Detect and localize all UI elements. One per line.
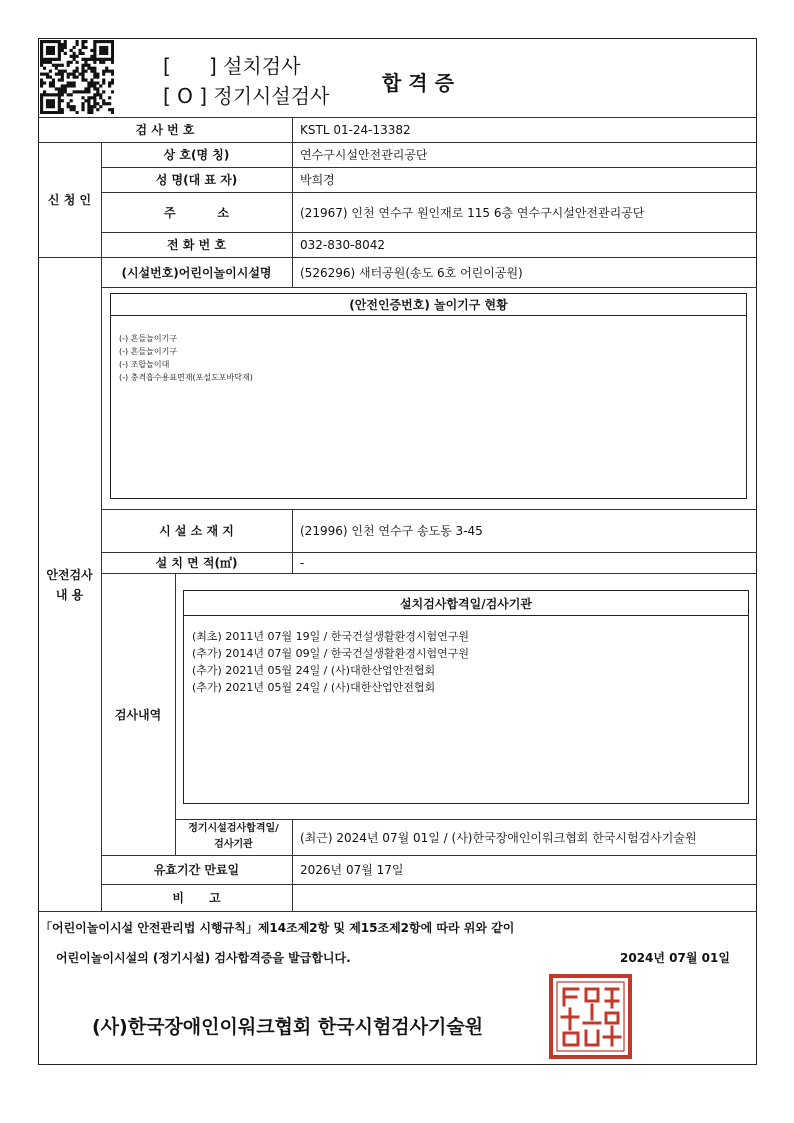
checkbox-periodic-inspection: [ O ] 정기시설검사 [163, 84, 330, 108]
area-value: - [300, 555, 305, 570]
inspection-number-value: KSTL 01-24-13382 [300, 122, 411, 137]
list-item: (추가) 2021년 05월 24일 / (사)대한산업안전협회 [192, 681, 436, 694]
phone-value: 032-830-8042 [300, 237, 386, 252]
checkbox-install-inspection: [ ] 설치검사 [163, 54, 301, 78]
address-label: 주 소 [164, 205, 229, 220]
representative-label: 성 명(대 표 자) [155, 173, 238, 187]
equipment-header: (안전인증번호) 놀이기구 현황 [111, 294, 746, 316]
periodic-label-line2: 검사기관 [214, 839, 253, 850]
equipment-box [110, 293, 747, 499]
facility-name-value: (526296) 새터공원(송도 6호 어린이공원) [300, 265, 523, 280]
phone-label: 전 화 번 호 [167, 238, 226, 252]
area-label: 설 치 면 적(㎡) [155, 556, 238, 570]
facility-name-label: (시설번호)어린이놀이시설명 [121, 265, 272, 280]
list-item: (-) 충격흡수용표면재(포설도포바닥재) [119, 373, 253, 382]
representative-value: 박희경 [300, 173, 335, 187]
remarks-label: 비 고 [172, 891, 221, 905]
installation-history-header: 설치검사합격일/검사기관 [184, 591, 748, 616]
list-item: (최초) 2011년 07월 19일 / 한국건설생활환경시험연구원 [192, 630, 470, 643]
periodic-label-line1: 정기시설검사합격일/ [188, 823, 279, 834]
location-label: 시 설 소 재 지 [159, 524, 234, 538]
section-label-line2: 내 용 [55, 588, 84, 602]
company-label: 상 호(명 칭) [163, 148, 230, 162]
qr-code-icon [40, 40, 114, 114]
address-value: (21967) 인천 연수구 원인재로 115 6층 연수구시설안전관리공단 [300, 205, 645, 220]
location-value: (21996) 인천 연수구 송도동 3-45 [300, 524, 483, 538]
inspection-history-label: 검사내역 [114, 707, 162, 722]
company-value: 연수구시설안전관리공단 [300, 148, 428, 162]
page-title: 합 격 증 [382, 71, 454, 95]
applicant-label: 신 청 인 [47, 193, 92, 207]
official-seal-icon [548, 973, 633, 1060]
legal-statement-line2: 어린이놀이시설의 (정기시설) 검사합격증을 발급합니다. [56, 951, 351, 965]
list-item: (-) 흔들놀이기구 [119, 334, 178, 343]
list-item: (-) 흔들놀이기구 [119, 347, 178, 356]
expiry-label: 유효기간 만료일 [153, 863, 240, 877]
list-item: (추가) 2021년 05월 24일 / (사)대한산업안전협회 [192, 664, 436, 677]
installation-history-box [183, 590, 749, 804]
issue-date: 2024년 07월 01일 [620, 951, 730, 965]
periodic-inspection-label [175, 819, 292, 855]
installation-history-list [192, 628, 469, 696]
inspection-number-label: 검 사 번 호 [135, 123, 195, 137]
expiry-value: 2026년 07월 17일 [300, 863, 404, 877]
periodic-inspection-value: (최근) 2024년 07월 01일 / (사)한국장애인이워크협회 한국시험검사기술원 [300, 830, 697, 845]
section-label-line1: 안전검사 [46, 568, 93, 582]
list-item: (-) 조합놀이대 [119, 360, 170, 369]
list-item: (추가) 2014년 07월 09일 / 한국건설생활환경시험연구원 [192, 647, 470, 660]
issuer-name: (사)한국장애인이워크협회 한국시험검사기술원 [92, 1016, 484, 1038]
equipment-list [119, 332, 253, 384]
legal-statement-line1: 「어린이놀이시설 안전관리법 시행규칙」제14조제2항 및 제15조제2항에 따라 위와 같이 [40, 921, 515, 935]
safety-inspection-section-label [38, 565, 101, 605]
